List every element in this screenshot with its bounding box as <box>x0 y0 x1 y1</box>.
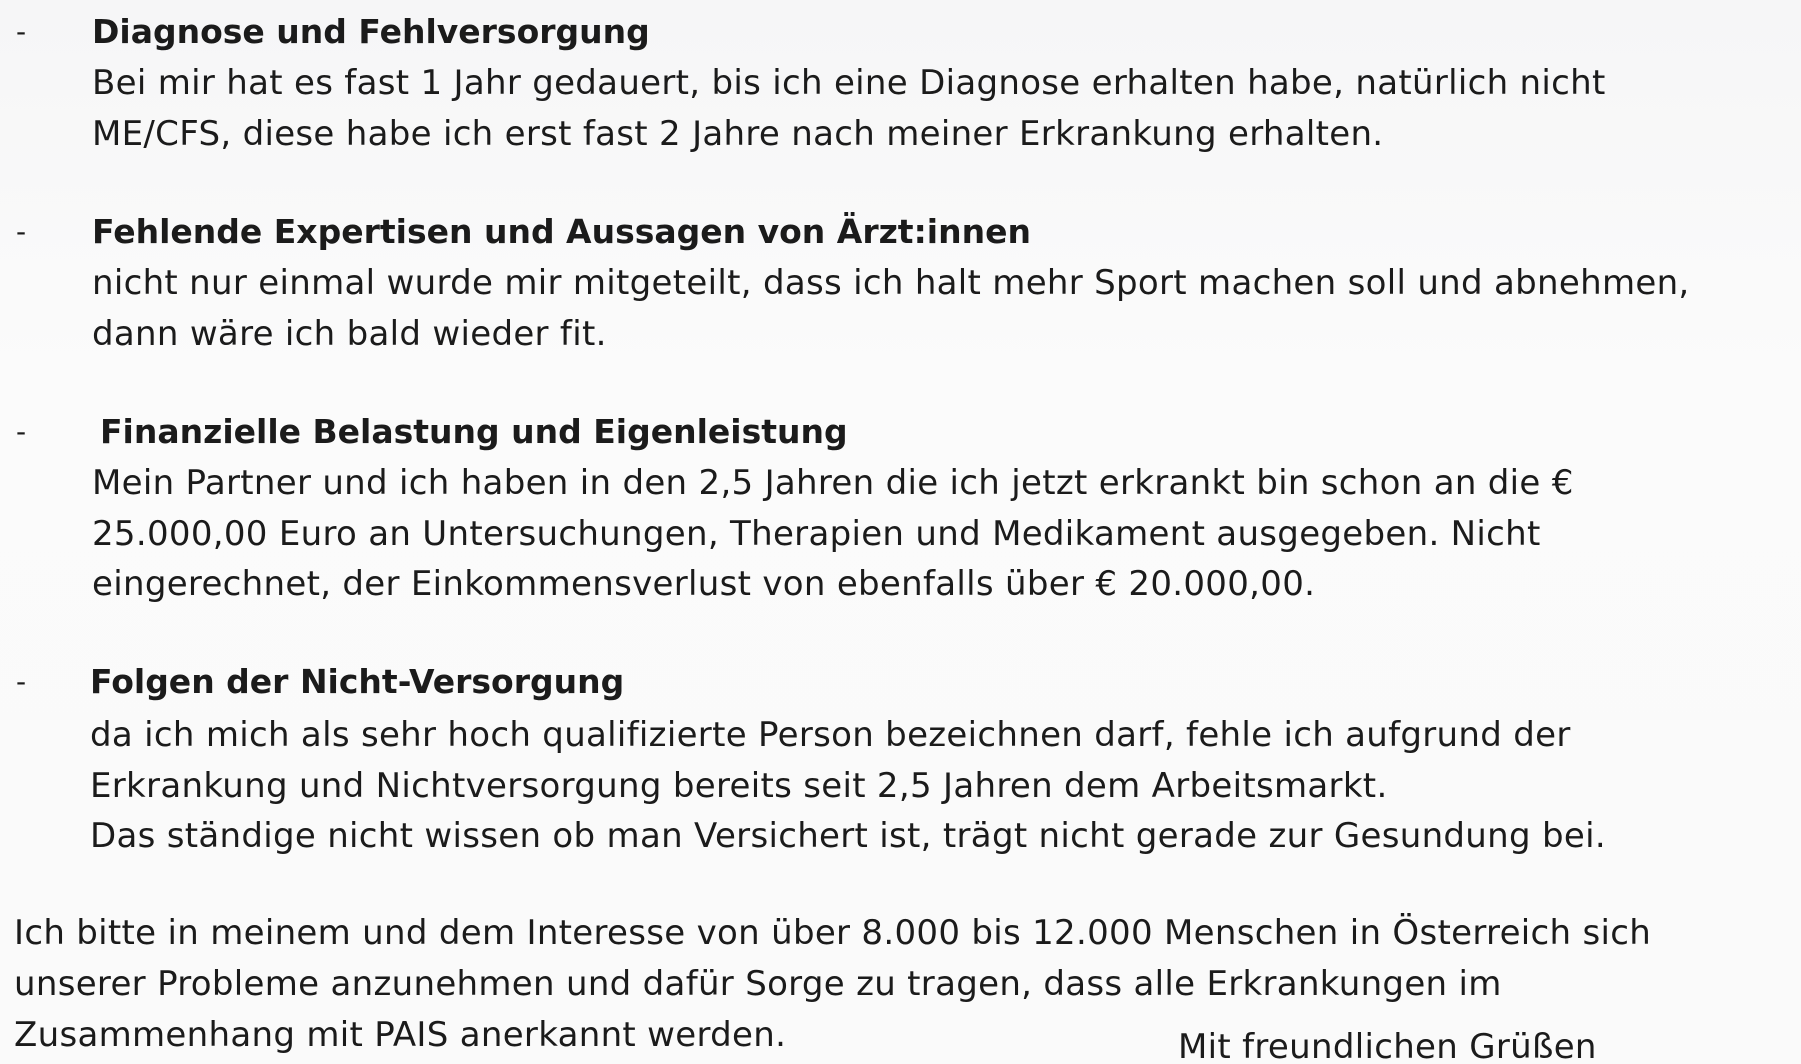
section-body <box>92 58 1792 159</box>
body-line: Erkrankung und Nichtversorgung bereits seit 2,5 Jahren dem Arbeitsmarkt. <box>90 765 1388 806</box>
body-line: Bei mir hat es fast 1 Jahr gedauert, bis ich eine Diagnose erhalten habe, natürlich nicht <box>92 63 1606 103</box>
body-line: 25.000,00 Euro an Untersuchungen, Therapien und Medikament ausgegeben. Nicht <box>92 513 1541 554</box>
body-line: Mein Partner und ich haben in den 2,5 Jahren die ich jetzt erkrankt bin schon an die € <box>92 463 1574 503</box>
section-body <box>90 710 1790 862</box>
bullet-dash: - <box>16 415 27 448</box>
body-line: eingerechnet, der Einkommensverlust von ebenfalls über € 20.000,00. <box>92 564 1316 604</box>
body-line: ME/CFS, diese habe ich erst fast 2 Jahre nach meiner Erkrankung erhalten. <box>92 113 1384 154</box>
closing-line: Ich bitte in meinem und dem Interesse von über 8.000 bis 12.000 Menschen in Österreich sich <box>14 913 1652 953</box>
signoff: Mit freundlichen Grüßen <box>1178 1027 1597 1064</box>
body-line: da ich mich als sehr hoch qualifizierte Person bezeichnen darf, fehle ich aufgrund der <box>90 715 1571 755</box>
section-heading: Finanzielle Belastung und Eigenleistung <box>100 412 848 451</box>
section-body <box>92 258 1792 359</box>
bullet-dash: - <box>16 15 27 48</box>
section-heading: Folgen der Nicht-Versorgung <box>90 662 625 701</box>
body-line: nicht nur einmal wurde mir mitgeteilt, dass ich halt mehr Sport machen soll und abnehmen, <box>92 263 1690 303</box>
body-line: dann wäre ich bald wieder fit. <box>92 313 607 354</box>
closing-line: unserer Probleme anzunehmen und dafür Sorge zu tragen, dass alle Erkrankungen im <box>14 964 1502 1004</box>
bullet-dash: - <box>16 665 27 698</box>
closing-line: Zusammenhang mit PAIS anerkannt werden. <box>14 1015 787 1055</box>
section-heading: Fehlende Expertisen und Aussagen von Ärzt:innen <box>92 212 1031 251</box>
section-heading: Diagnose und Fehlversorgung <box>92 12 650 51</box>
section-body <box>92 458 1792 610</box>
bullet-dash: - <box>16 215 27 248</box>
body-line: Das ständige nicht wissen ob man Versichert ist, trägt nicht gerade zur Gesundung bei. <box>90 816 1606 856</box>
